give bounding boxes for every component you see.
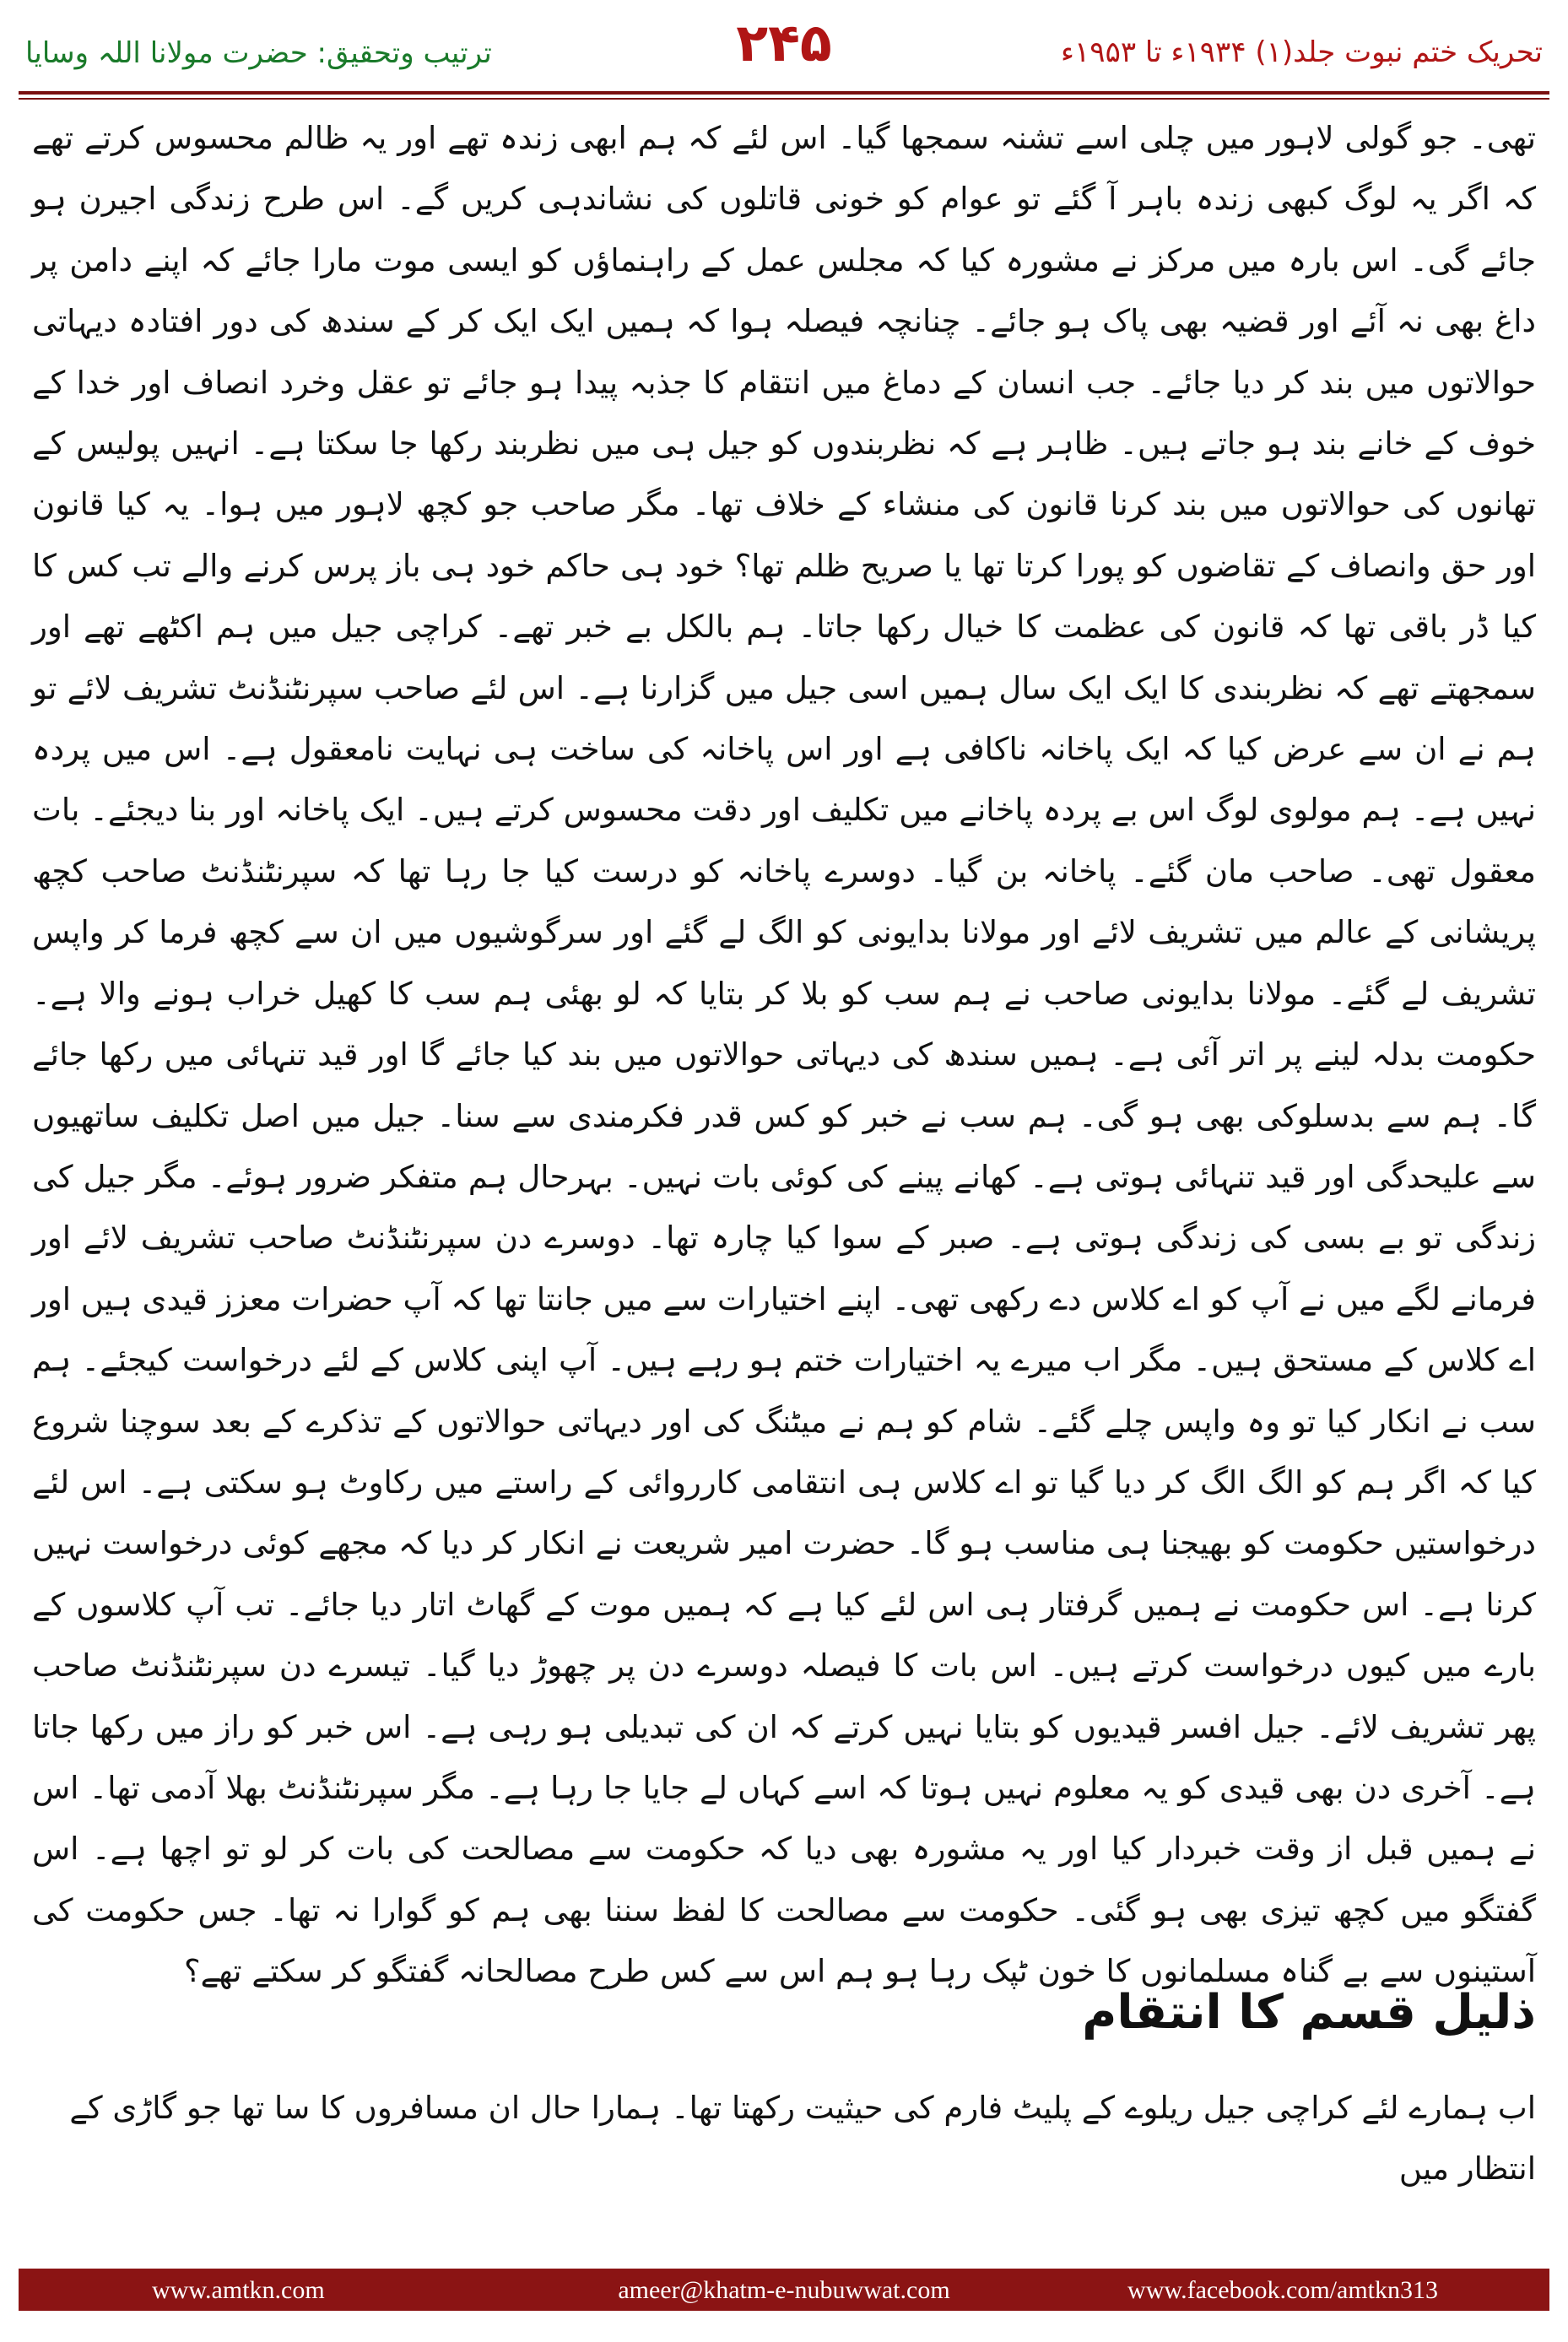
- footer-email-link[interactable]: ameer@khatm-e-nubuwwat.com: [618, 2276, 950, 2304]
- footer-bar: [19, 2269, 1549, 2311]
- page-number: ۲۴۵: [736, 12, 832, 73]
- footer-facebook-link[interactable]: www.facebook.com/amtkn313: [1127, 2276, 1438, 2304]
- continuation-line: اب ہمارے لئے کراچی جیل ریلوے کے پلیٹ فارم کی حیثیت رکھتا تھا۔ ہمارا حال ان مسافروں کا سا تھا جو گاڑی کے انتظار میں: [69, 2090, 1536, 2187]
- footer-website-link[interactable]: www.amtkn.com: [152, 2276, 325, 2304]
- body-paragraph: تھی۔ جو گولی لاہور میں چلی اسے تشنہ سمجھا گیا۔ اس لئے کہ ہم ابھی زندہ تھے اور یہ ظالم محسوس کرتے تھے کہ اگر یہ لوگ کبھی زندہ باہر آ گئے تو عوام کو خونی قاتلوں کی نشاندہی کریں گے۔ اس طرح زندگی اجیرن ہو جائے گی۔ اس بارہ میں مرکز نے مشورہ کیا کہ مجلس عمل کے راہنماؤں کو ایسی موت مارا جائے کہ اپنے دامن پر داغ بھی نہ آئے اور قضیہ بھی پاک ہو جائے۔ چنانچہ فیصلہ ہوا کہ ہمیں ایک ایک کر کے سندھ کی دور افتادہ دیہاتی حوالاتوں میں بند کر دیا جائے۔ جب انسان کے دماغ میں انتقام کا جذبہ پیدا ہو جائے تو عقل وخرد انصاف اور خدا کے خوف کے خانے بند ہو جاتے ہیں۔ ظاہر ہے کہ نظربندوں کو جیل ہی میں نظربند رکھا جا سکتا ہے۔ انہیں پولیس کے تھانوں کی حوالاتوں میں بند کرنا قانون کی منشاء کے خلاف تھا۔ مگر صاحب جو کچھ لاہور میں ہوا۔ یہ کیا قانون اور حق وانصاف کے تقاضوں کو پورا کرتا تھا یا صریح ظلم تھا؟ خود ہی حاکم خود ہی باز پرس کرنے والے تب کس کا کیا ڈر باقی تھا کہ قانون کی عظمت کا خیال رکھا جاتا۔ ہم بالکل بے خبر تھے۔ کراچی جیل میں ہم اکٹھے تھے اور سمجھتے تھے کہ نظربندی کا ایک ایک سال ہمیں اسی جیل میں گزارنا ہے۔ اس لئے صاحب سپرنٹنڈنٹ تشریف لائے تو ہم نے ان سے عرض کیا کہ ایک پاخانہ ناکافی ہے اور اس پاخانہ کی ساخت ہی نہایت نامعقول ہے۔ اس میں پردہ نہیں ہے۔ ہم مولوی لوگ اس بے پردہ پاخانے میں تکلیف اور دقت محسوس کرتے ہیں۔ ایک پاخانہ اور بنا دیجئے۔ بات معقول تھی۔ صاحب مان گئے۔ پاخانہ بن گیا۔ دوسرے پاخانہ کو درست کیا جا رہا تھا کہ سپرنٹنڈنٹ صاحب کچھ پریشانی کے عالم میں تشریف لائے اور مولانا بدایونی کو الگ لے گئے اور سرگوشیوں میں ان سے کچھ فرما کر واپس تشریف لے گئے۔ مولانا بدایونی صاحب نے ہم سب کو بلا کر بتایا کہ لو بھئی ہم سب کا کھیل خراب ہونے والا ہے۔ حکومت بدلہ لینے پر اتر آئی ہے۔ ہمیں سندھ کی دیہاتی حوالاتوں میں بند کیا جائے گا اور قید تنہائی میں رکھا جائے گا۔ ہم سے بدسلوکی بھی ہو گی۔ ہم سب نے خبر کو کس قدر فکرمندی سے سنا۔ جیل میں اصل تکلیف ساتھیوں سے علیحدگی اور قید تنہائی ہوتی ہے۔ کھانے پینے کی کوئی بات نہیں۔ بہرحال ہم متفکر ضرور ہوئے۔ مگر جیل کی زندگی تو بے بسی کی زندگی ہوتی ہے۔ صبر کے سوا کیا چارہ تھا۔ دوسرے دن سپرنٹنڈنٹ صاحب تشریف لائے اور فرمانے لگے میں نے آپ کو اے کلاس دے رکھی تھی۔ اپنے اختیارات سے میں جانتا تھا کہ آپ حضرات معزز قیدی ہیں اور اے کلاس کے مستحق ہیں۔ مگر اب میرے یہ اختیارات ختم ہو رہے ہیں۔ آپ اپنی کلاس کے لئے درخواست کیجئے۔ ہم سب نے انکار کیا تو وہ واپس چلے گئے۔ شام کو ہم نے میٹنگ کی اور دیہاتی حوالاتوں کے تذکرے کے بعد سوچنا شروع کیا کہ اگر ہم کو الگ الگ کر دیا گیا تو اے کلاس ہی انتقامی کارروائی کے راستے میں رکاوٹ ہو سکتی ہے۔ اس لئے درخواستیں حکومت کو بھیجنا ہی مناسب ہو گا۔ حضرت امیر شریعت نے انکار کر دیا کہ مجھے کوئی درخواست نہیں کرنا ہے۔ اس حکومت نے ہمیں گرفتار ہی اس لئے کیا ہے کہ ہمیں موت کے گھاٹ اتار دیا جائے۔ تب آپ کلاسوں کے بارے میں کیوں درخواست کرتے ہیں۔ اس بات کا فیصلہ دوسرے دن پر چھوڑ دیا گیا۔ تیسرے دن سپرنٹنڈنٹ صاحب پھر تشریف لائے۔ جیل افسر قیدیوں کو بتایا نہیں کرتے کہ ان کی تبدیلی ہو رہی ہے۔ اس خبر کو راز میں رکھا جاتا ہے۔ آخری دن بھی قیدی کو یہ معلوم نہیں ہوتا کہ اسے کہاں لے جایا جا رہا ہے۔ مگر سپرنٹنڈنٹ بھلا آدمی تھا۔ اس نے ہمیں قبل از وقت خبردار کیا اور یہ مشورہ بھی دیا کہ حکومت سے مصالحت کی بات کر لو تو اچھا ہے۔ اس گفتگو میں کچھ تیزی بھی ہو گئی۔ حکومت سے مصالحت کا لفظ سننا بھی ہم کو گوارا نہ تھا۔ جس حکومت کی آستینوں سے بے گناہ مسلمانوں کا خون ٹپک رہا ہو ہم اس سے کس طرح مصالحانہ گفتگو کر سکتے تھے؟: [32, 120, 1536, 1990]
- page-header: [0, 0, 1568, 89]
- main-text: [32, 108, 1536, 2003]
- section-heading: ذلیل قسم کا انتقام: [1082, 1985, 1536, 2040]
- compiler-credit: ترتیب وتحقیق: حضرت مولانا اللہ وسایا: [25, 36, 492, 70]
- header-rule: [19, 91, 1549, 95]
- header-rule-thin: [19, 98, 1549, 100]
- book-title: تحریک ختم نبوت جلد(۱) ۱۹۳۴ء تا ۱۹۵۳ء: [1061, 35, 1543, 69]
